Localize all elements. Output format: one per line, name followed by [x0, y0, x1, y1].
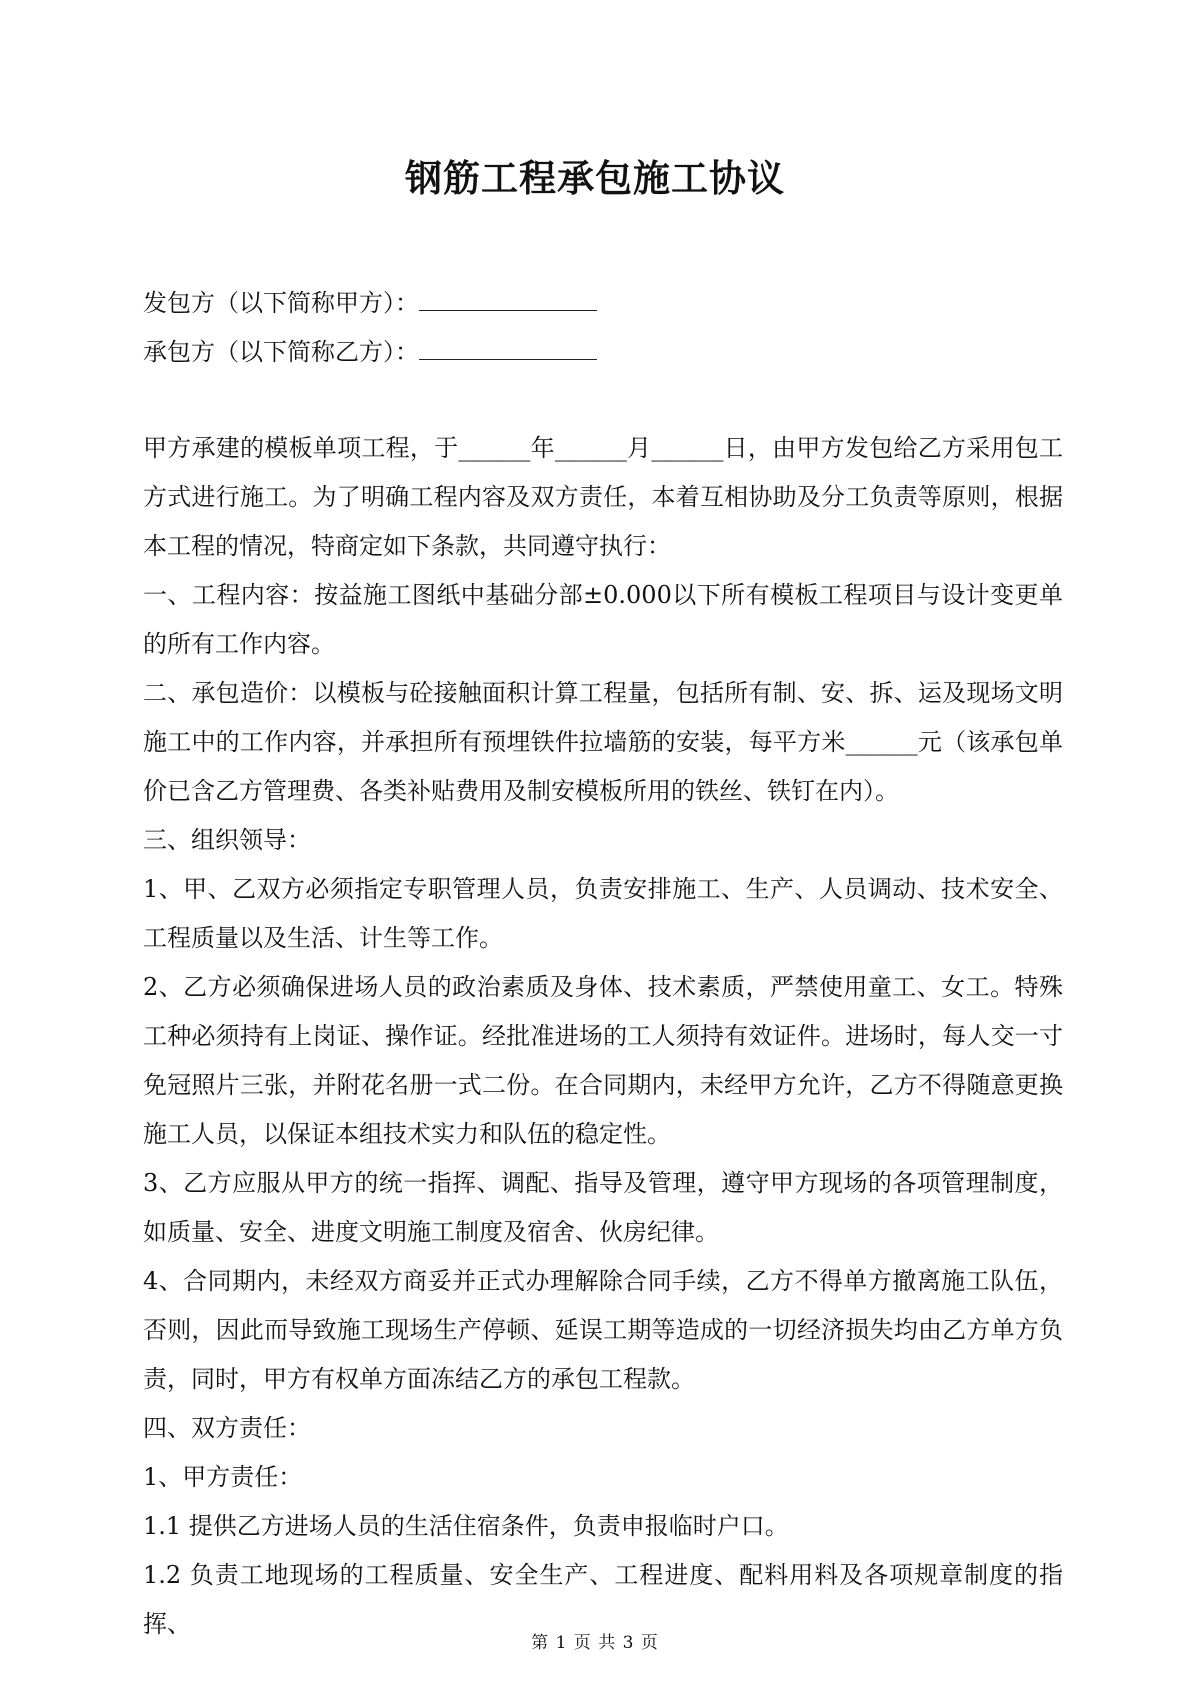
party-b-line [143, 335, 597, 369]
heading-section-3: 三、组织领导： [143, 826, 311, 854]
contract-body [143, 424, 1063, 1649]
paragraph-4-1-1: 1.1 提供乙方进场人员的生活住宿条件，负责申报临时户口。 [143, 1512, 789, 1540]
party-b-blank [419, 337, 597, 360]
heading-section-4: 四、双方责任： [143, 1414, 311, 1442]
heading-4-1: 1、甲方责任： [143, 1463, 303, 1491]
party-b-label: 承包方（以下简称乙方）： [143, 338, 419, 366]
paragraph-3-3: 3、乙方应服从甲方的统一指挥、调配、指导及管理，遵守甲方现场的各项管理制度，如质量、安全、进度文明施工制度及宿舍、伙房纪律。 [143, 1169, 1063, 1246]
paragraph-3-4: 4、合同期内，未经双方商妥并正式办理解除合同手续，乙方不得单方撤离施工队伍，否则，因此而导致施工现场生产停顿、延误工期等造成的一切经济损失均由乙方单方负责，同时，甲方有权单方面冻结乙方的承包工程款。 [143, 1267, 1063, 1393]
paragraph-3-1: 1、甲、乙双方必须指定专职管理人员，负责安排施工、生产、人员调动、技术安全、工程质量以及生活、计生等工作。 [143, 875, 1063, 952]
party-a-line [143, 286, 597, 320]
document-title: 钢筋工程承包施工协议 [405, 156, 785, 200]
paragraph-4-1-2: 1.2 负责工地现场的工程质量、安全生产、工程进度、配料用料及各项规章制度的指挥、 [143, 1561, 1063, 1638]
party-a-blank [419, 288, 597, 311]
paragraph-3-2: 2、乙方必须确保进场人员的政治素质及身体、技术素质，严禁使用童工、女工。特殊工种必须持有上岗证、操作证。经批准进场的工人须持有效证件。进场时，每人交一寸免冠照片三张，并附花名册一式二份。在合同期内，未经甲方允许，乙方不得随意更换施工人员，以保证本组技术实力和队伍的稳定性。 [143, 973, 1063, 1148]
page-footer: 第 1 页 共 3 页 [531, 1633, 659, 1653]
paragraph-section-2: 二、承包造价：以模板与砼接触面积计算工程量，包括所有制、安、拆、运及现场文明施工中的工作内容，并承担所有预埋铁件拉墙筋的安装，每平方米______元（该承包单价已含乙方管理费、各类补贴费用及制安模板所用的铁丝、铁钉在内）。 [143, 679, 1063, 805]
party-a-label: 发包方（以下简称甲方）： [143, 289, 419, 317]
paragraph-intro: 甲方承建的模板单项工程，于______年______月______日，由甲方发包给乙方采用包工方式进行施工。为了明确工程内容及双方责任，本着互相协助及分工负责等原则，根据本工程的情况，特商定如下条款，共同遵守执行： [143, 434, 1063, 560]
paragraph-section-1: 一、工程内容：按益施工图纸中基础分部±0.000以下所有模板工程项目与设计变更单的所有工作内容。 [143, 581, 1063, 658]
